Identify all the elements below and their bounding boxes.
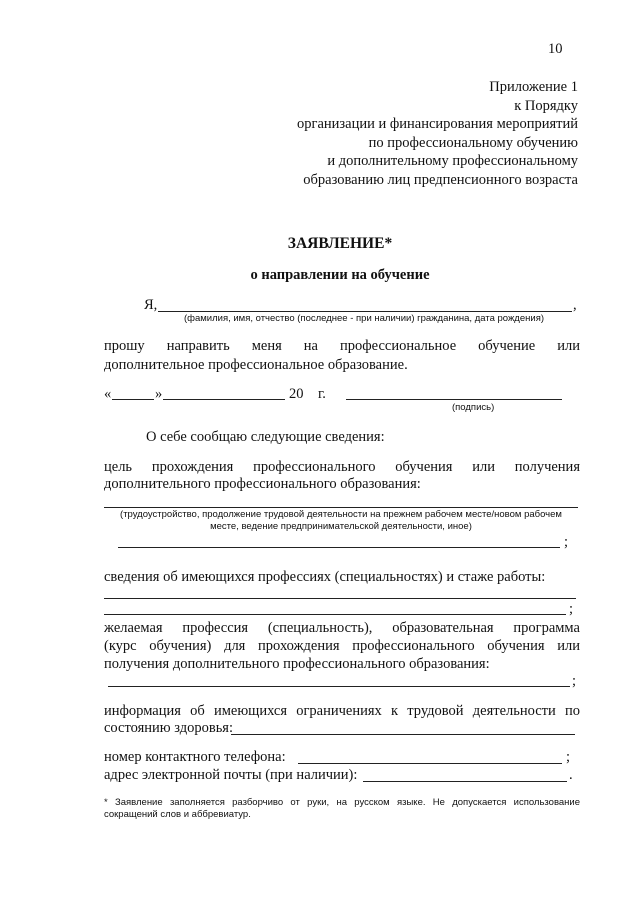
word: (специальность), <box>267 620 373 636</box>
applicant-hint: (фамилия, имя, отчество (последнее - при наличии) гражданина, дата рождения) <box>184 313 544 324</box>
word: обучения <box>487 638 545 654</box>
goal-field-2[interactable] <box>118 547 560 548</box>
annex-block <box>297 78 578 189</box>
word: или <box>557 638 580 654</box>
word: меня <box>251 338 282 354</box>
health-field[interactable] <box>231 734 575 735</box>
word: профессиональное <box>340 338 457 354</box>
word: для <box>224 638 246 654</box>
goal-line-1 <box>104 458 580 476</box>
word: программа <box>513 620 580 636</box>
goal-field[interactable] <box>104 507 578 508</box>
date-close-quote: » <box>155 386 163 402</box>
desired-line-2 <box>104 637 580 655</box>
word: (курс <box>104 638 137 654</box>
annex-line: и дополнительному профессиональному <box>327 153 578 169</box>
word: имеющихся <box>213 703 288 719</box>
word: профессионального <box>352 638 475 654</box>
footnote-line-1: * Заявление заполняется разборчиво от руки, на русском языке. Не допускается использование <box>104 797 580 808</box>
date-day-field[interactable] <box>112 399 154 400</box>
word: трудовой <box>407 703 464 719</box>
word: прохождения <box>151 459 234 475</box>
word: направить <box>166 338 230 354</box>
info-intro: О себе сообщаю следующие сведения: <box>146 429 385 445</box>
word: деятельности <box>472 703 556 719</box>
word: по <box>564 703 580 719</box>
word: цель <box>104 459 133 475</box>
word: обучения <box>395 459 453 475</box>
email-end: . <box>569 767 573 783</box>
health-line-2: состоянию здоровья: <box>104 720 233 736</box>
annex-line: к Порядку <box>514 97 578 114</box>
annex-line: Приложение 1 <box>489 79 578 95</box>
phone-label: номер контактного телефона: <box>104 749 286 765</box>
annex-line: образованию лиц предпенсионного возраста <box>303 171 578 188</box>
document-subtitle: о направлении на обучение <box>250 267 430 283</box>
goal-hint-1: (трудоустройство, продолжение трудовой деятельности на прежнем рабочем месте/новом рабочем <box>120 509 562 520</box>
phone-field[interactable] <box>298 763 562 764</box>
professions-field-2[interactable] <box>104 614 566 615</box>
email-label: адрес электронной почты (при наличии): <box>104 767 358 783</box>
applicant-prefix: Я, <box>144 297 158 313</box>
word: или <box>557 338 580 354</box>
word: обучение <box>478 338 536 354</box>
goal-line-2: дополнительного профессионального образования: <box>104 476 421 492</box>
word: или <box>472 459 495 475</box>
professions-label: сведения об имеющихся профессиях (специальностях) и стаже работы: <box>104 569 546 585</box>
goal-end: ; <box>564 534 569 550</box>
applicant-comma: , <box>573 297 577 313</box>
word: профессионального <box>253 459 376 475</box>
request-line-1 <box>104 337 580 355</box>
request-line-2: дополнительное профессиональное образование. <box>104 357 408 373</box>
date-open-quote: « <box>104 386 112 402</box>
word: к <box>391 703 399 719</box>
health-line-1 <box>104 702 580 720</box>
word: обучения) <box>149 638 212 654</box>
word: профессия <box>182 620 249 636</box>
word: на <box>303 338 318 354</box>
footnote-line-2: сокращений слов и аббревиатур. <box>104 809 251 820</box>
word: информация <box>104 703 181 719</box>
applicant-name-field[interactable] <box>158 311 572 312</box>
date-month-field[interactable] <box>163 399 285 400</box>
page-number: 10 <box>548 41 563 57</box>
signature-field[interactable] <box>346 399 562 400</box>
email-field[interactable] <box>363 781 567 782</box>
professions-field-1[interactable] <box>104 598 576 599</box>
desired-line-3: получения дополнительного профессионального образования: <box>104 656 490 672</box>
desired-line-1 <box>104 619 580 637</box>
word: прохождения <box>258 638 340 654</box>
word: получения <box>514 459 580 475</box>
phone-end: ; <box>566 749 571 765</box>
date-year-suffix: г. <box>318 386 326 402</box>
word: образовательная <box>392 620 494 636</box>
annex-line: организации и финансирования мероприятий <box>297 116 578 132</box>
desired-field[interactable] <box>108 686 570 687</box>
date-year-prefix: 20 <box>289 386 304 402</box>
document-title: ЗАЯВЛЕНИЕ* <box>287 235 393 252</box>
professions-end: ; <box>569 601 574 617</box>
desired-end: ; <box>572 673 577 689</box>
word: прошу <box>104 338 145 354</box>
word: ограничениях <box>296 703 382 719</box>
annex-line: по профессиональному обучению <box>368 134 578 151</box>
word: об <box>190 703 205 719</box>
signature-hint: (подпись) <box>452 402 495 413</box>
goal-hint-2: месте, ведение предпринимательской деятельности, иное) <box>210 521 472 532</box>
word: желаемая <box>104 620 163 636</box>
